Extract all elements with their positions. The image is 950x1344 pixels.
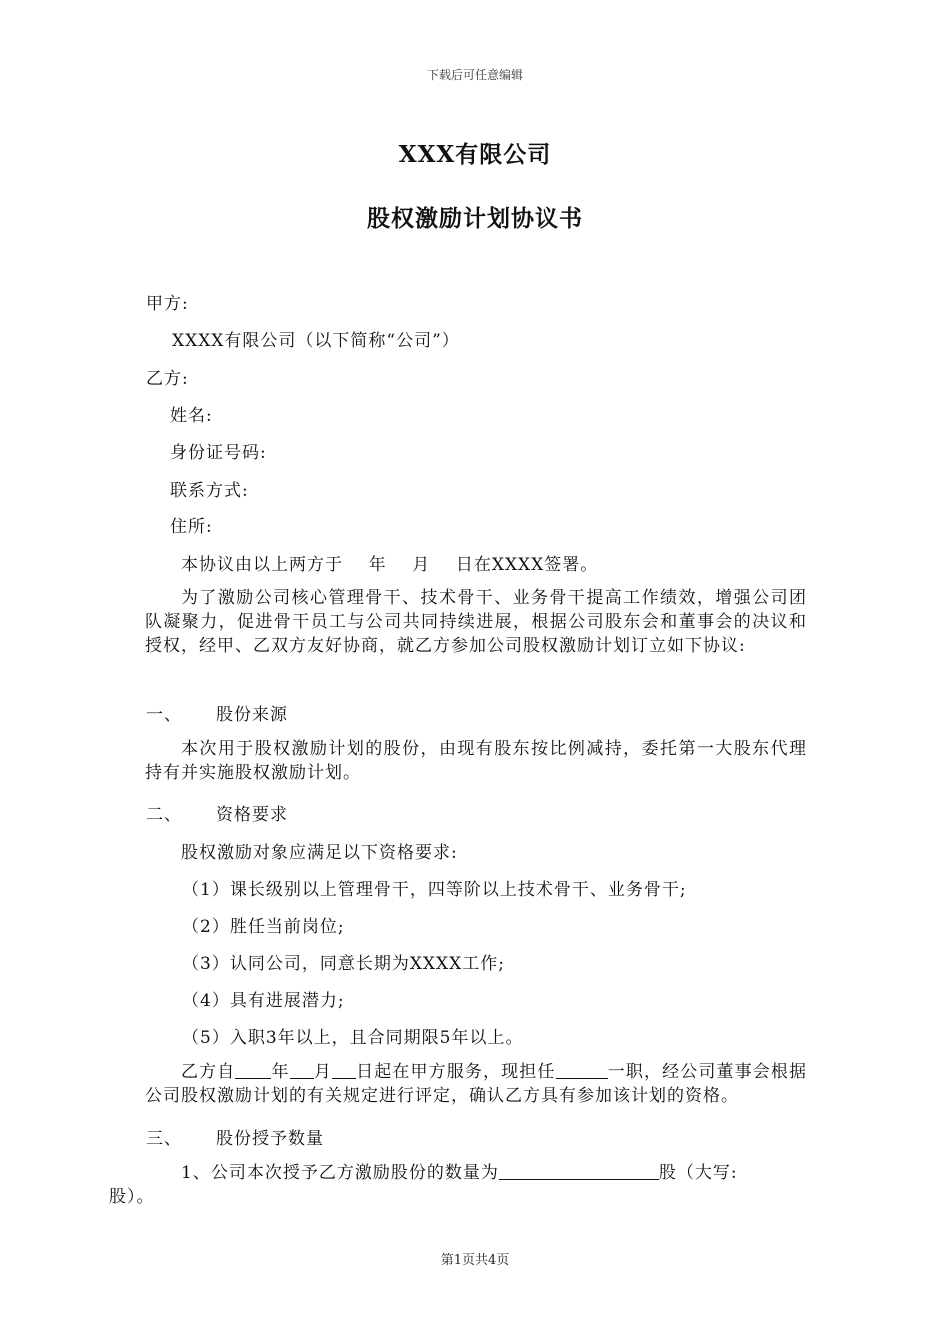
document-title: 股权激励计划协议书 (367, 205, 583, 232)
share-quantity-blank (499, 1162, 659, 1180)
service-day-text: 日起在甲方服务，现担任 (355, 1062, 556, 1082)
requirement-item: （5）入职3年以上，且合同期限5年以上。 (182, 1028, 524, 1048)
requirement-item: （1）课长级别以上管理骨干，四等阶以上技术骨干、业务骨干; (182, 880, 687, 900)
party-b-address-label: 住所: (170, 517, 213, 537)
section-3-title: 股份授予数量 (216, 1129, 324, 1149)
service-paragraph (145, 1060, 807, 1108)
party-a-name: XXXX有限公司（以下简称“公司”） (172, 331, 460, 351)
section-2-lead: 股权激励对象应满足以下资格要求: (181, 843, 458, 863)
party-b-contact-label: 联系方式: (170, 481, 249, 501)
party-b-name-label: 姓名: (170, 406, 213, 426)
service-text-start: 乙方自 (181, 1062, 236, 1082)
party-b-label: 乙方: (146, 369, 189, 389)
requirement-item: （3）认同公司，同意长期为XXXX工作; (182, 954, 505, 974)
section-1-body: 本次用于股权激励计划的股份，由现有股东按比例减持，委托第一大股东代理持有并实施股权激励计划。 (145, 739, 807, 783)
grant-quantity-text: 1、公司本次授予乙方激励股份的数量为 (181, 1163, 499, 1183)
company-title: XXX有限公司 (398, 141, 552, 168)
grant-quantity-unit: 股（大写: (658, 1163, 738, 1183)
position-blank (556, 1061, 608, 1079)
header-note: 下载后可任意编辑 (426, 68, 523, 82)
party-b-id-label: 身份证号码: (170, 443, 267, 463)
grant-quantity-paragraph (109, 1161, 807, 1209)
requirement-item: （2）胜任当前岗位; (182, 917, 345, 937)
requirement-item: （4）具有进展潜力; (182, 991, 345, 1011)
service-year-blank (235, 1061, 271, 1079)
service-year-unit: 年 (271, 1062, 290, 1082)
section-1-number: 一、 (146, 705, 182, 725)
section-3-number: 三、 (146, 1129, 182, 1149)
signing-statement: 本协议由以上两方于 年 月 日在XXXX签署。 (181, 555, 599, 575)
section-1-title: 股份来源 (216, 705, 288, 725)
intro-paragraph: 为了激励公司核心管理骨干、技术骨干、业务骨干提高工作绩效，增强公司团队凝聚力，促进骨干员工与公司共同持续进展，根据公司股东会和董事会的决议和授权，经甲、乙双方友好协商，就乙方参加公司股权激励计划订立如下协议: (145, 588, 807, 656)
section-3-heading (146, 1124, 324, 1149)
service-month-unit: 月 (313, 1062, 332, 1082)
grant-quantity-tail: 股）。 (109, 1187, 155, 1207)
service-month-blank (290, 1061, 314, 1079)
page-footer: 第1页共4页 (440, 1253, 510, 1268)
party-a-label: 甲方: (146, 294, 189, 314)
section-2-number: 二、 (146, 805, 182, 825)
service-day-blank (332, 1061, 356, 1079)
section-2-title: 资格要求 (216, 805, 288, 825)
section-2-heading (146, 800, 288, 825)
section-1-heading (146, 700, 288, 725)
service-text-end: 一职，经公司董事会根据公司股权激励计划的有关规定进行评定，确认乙方具有参加该计划的资格。 (145, 1062, 808, 1106)
